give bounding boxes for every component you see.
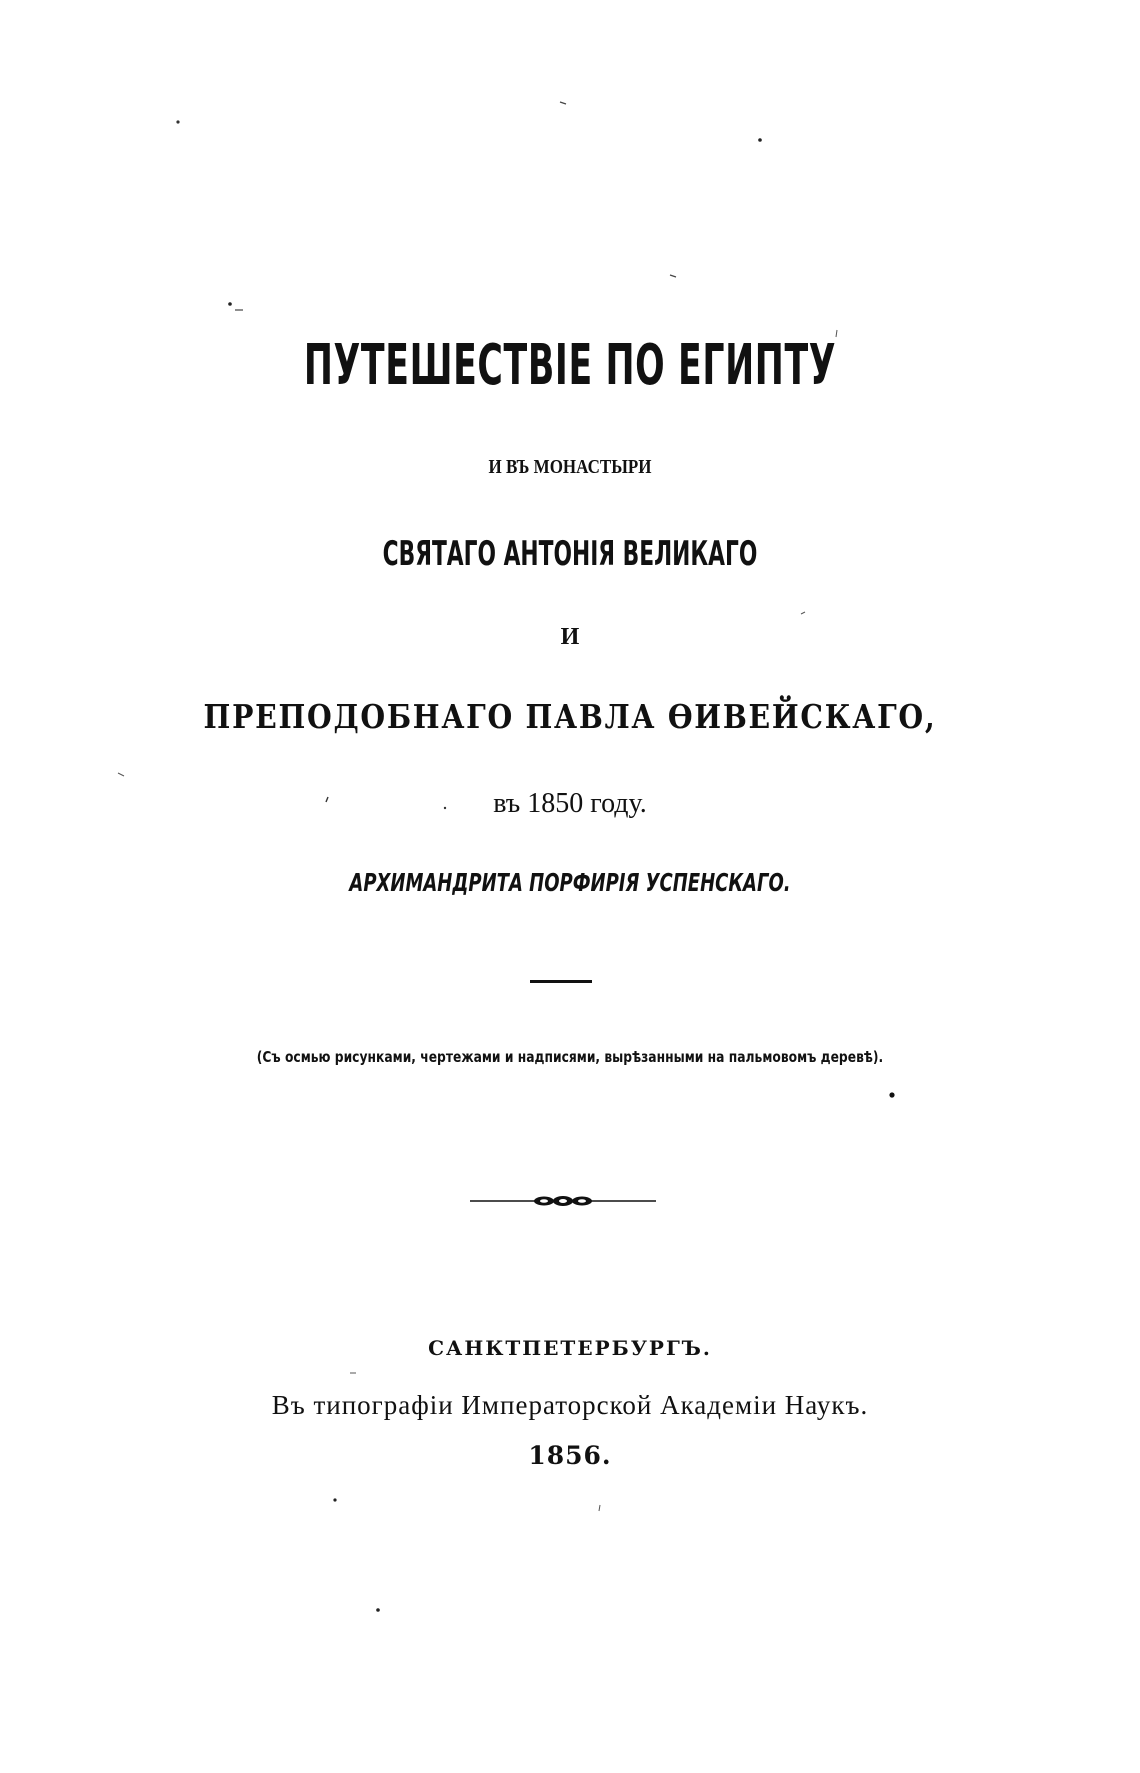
imprint-year: 1856. bbox=[528, 1441, 612, 1470]
imprint-city: САНКТПЕТЕРБУРГЪ. bbox=[428, 1336, 712, 1360]
subtitle-monasteries: И ВЪ МОНАСТЫРИ bbox=[488, 456, 652, 478]
ornamental-divider bbox=[470, 1192, 656, 1210]
subtitle-conjunction: И bbox=[560, 624, 580, 650]
journey-year: въ 1850 году. bbox=[493, 788, 647, 819]
subtitle-saint-paul: ПРЕПОДОБНАГО ПАВЛА ѲИВЕЙСКАГО, bbox=[203, 697, 937, 736]
subtitle-saint-anthony: СВЯТАГО АНТОНІЯ ВЕЛИКАГО bbox=[382, 534, 758, 574]
divider-rule bbox=[530, 980, 592, 983]
illustrations-note: (Съ осмью рисунками, чертежами и надписями, вырѣзанными на пальмовомъ деревѣ). bbox=[256, 1048, 884, 1066]
book-title: ПУТЕШЕСТВІЕ ПО ЕГИПТУ bbox=[303, 333, 837, 398]
author-name: АРХИМАНДРИТА ПОРФИРІЯ УСПЕНСКАГО. bbox=[349, 868, 791, 897]
imprint-printer: Въ типографіи Императорской Академіи Наукъ. bbox=[271, 1390, 869, 1420]
